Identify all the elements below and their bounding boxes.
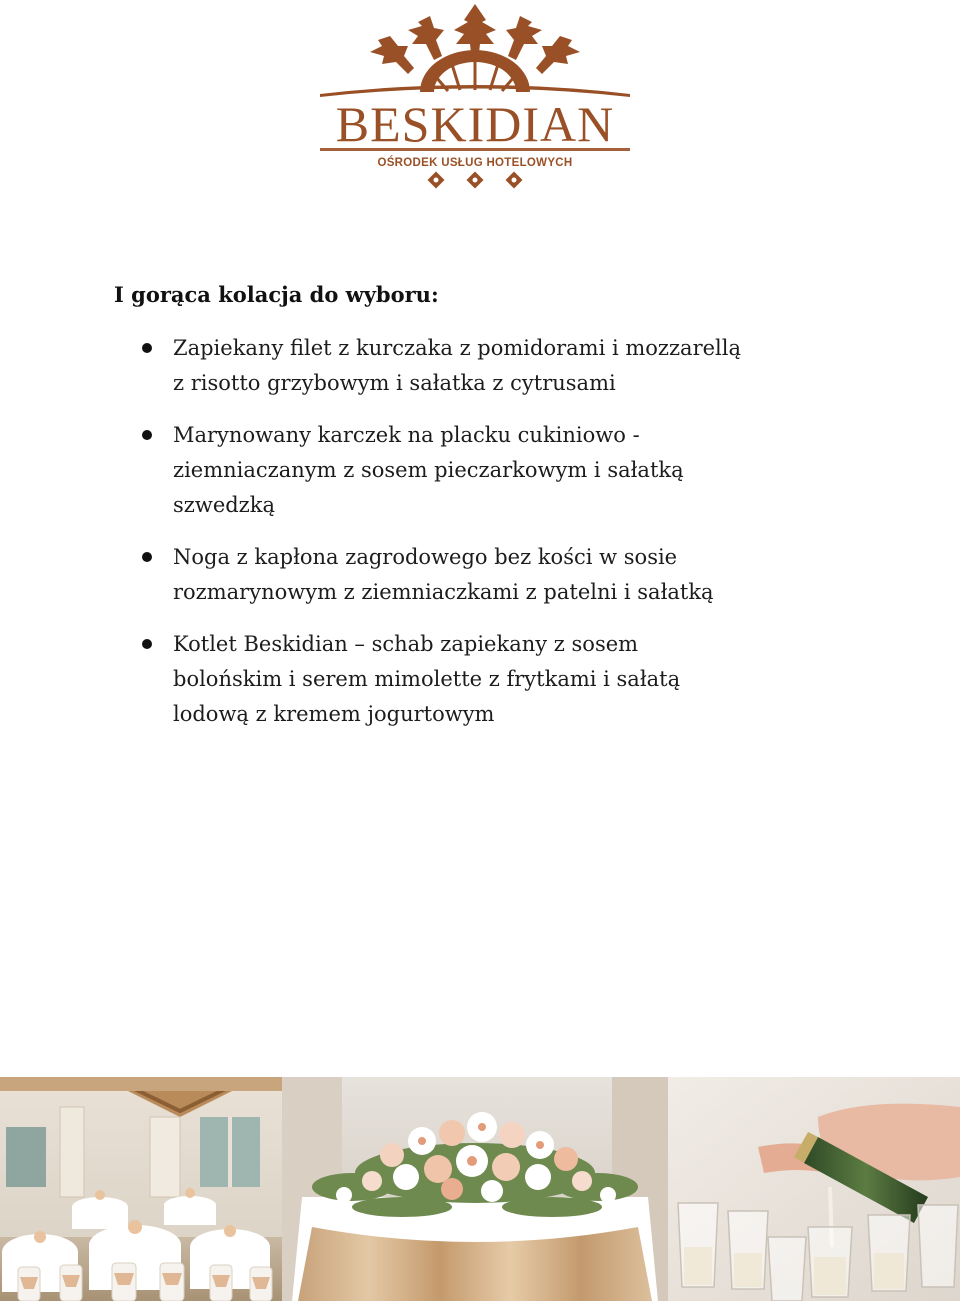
bullet-icon (142, 343, 152, 353)
list-item-text: Marynowany karczek na placku cukiniowo - ziemniaczanym z sosem pieczarkowym i sałatką szwedzką (173, 423, 684, 517)
list-item-text: Noga z kapłona zagrodowego bez kości w sosie rozmarynowym z ziemniaczkami z patelni i sałatką (173, 545, 714, 604)
bullet-icon (142, 430, 152, 440)
list-item (173, 540, 753, 610)
list-item-text: Kotlet Beskidian – schab zapiekany z sosem bolońskim i serem mimolette z frytkami i sałatą lodową z kremem jogurtowym (173, 632, 681, 726)
bullet-icon (142, 639, 152, 649)
bullet-icon (142, 552, 152, 562)
list-item (173, 331, 753, 401)
list-item (173, 627, 753, 732)
logo-tagline: OŚRODEK USŁUG HOTELOWYCH (377, 157, 573, 169)
logo-wordmark: BESKIDIAN (335, 96, 615, 152)
champagne-pouring-photo (668, 1077, 960, 1301)
dinner-options-list (173, 331, 753, 749)
page-title: I gorąca kolacja do wyboru: (114, 282, 439, 307)
list-item (173, 418, 753, 523)
beskidian-logo (310, 0, 640, 200)
banquet-hall-photo (0, 1077, 282, 1301)
list-item-text: Zapiekany filet z kurczaka z pomidorami i mozzarellą z risotto grzybowym i sałatka z cytrusami (173, 336, 741, 395)
flower-arrangement-photo (282, 1077, 668, 1301)
photo-strip (0, 1077, 960, 1301)
